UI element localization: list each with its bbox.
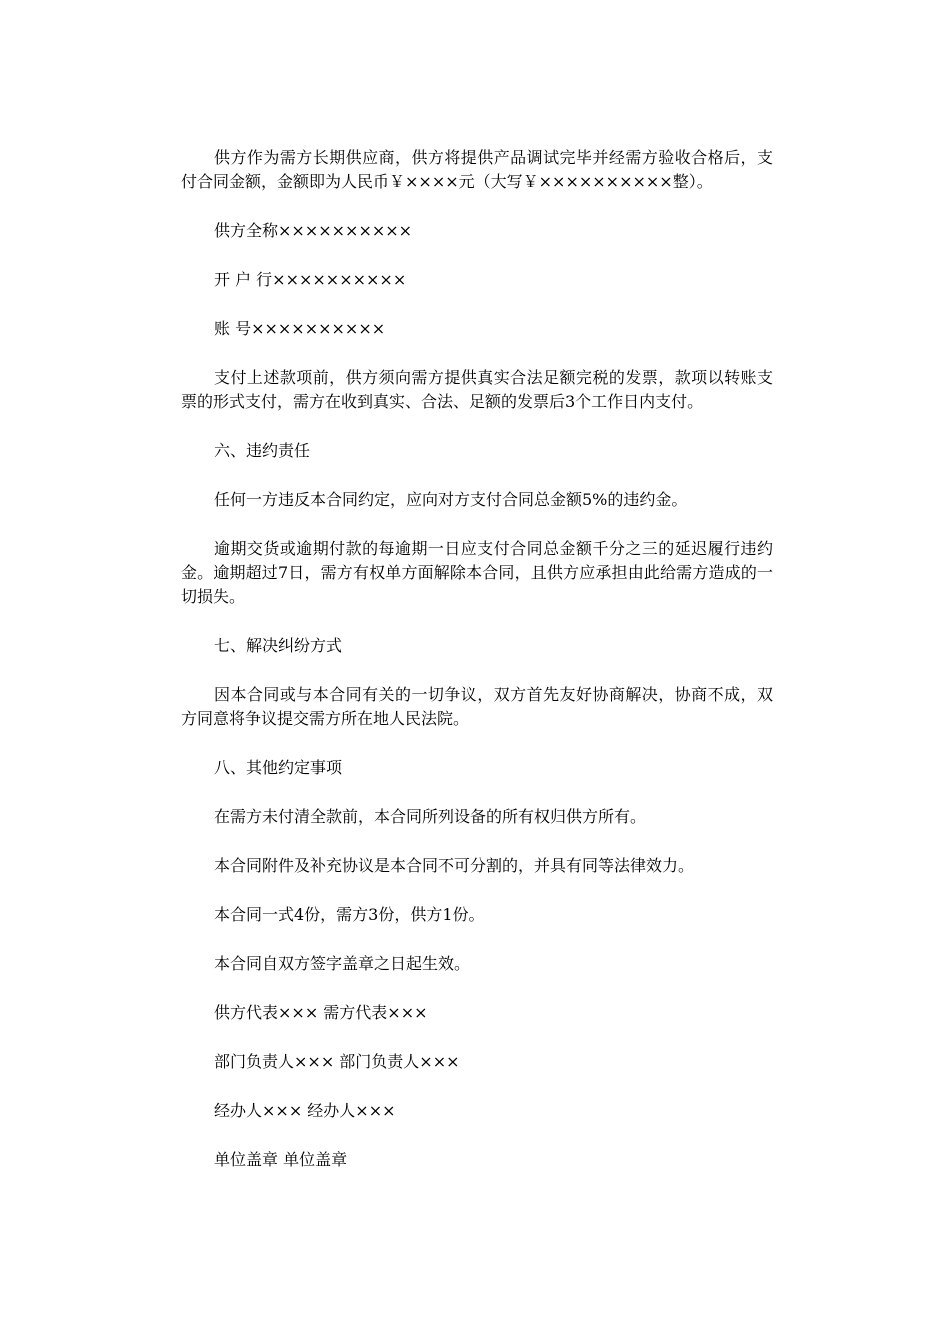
copies-paragraph: 本合同一式4份，需方3份，供方1份。 (214, 905, 485, 924)
effective-date-paragraph: 本合同自双方签字盖章之日起生效。 (214, 954, 471, 973)
section-heading-disputes: 七、解决纠纷方式 (214, 636, 343, 655)
handlers-line: 经办人××× 经办人××× (214, 1101, 396, 1120)
section-heading-other: 八、其他约定事项 (214, 758, 343, 777)
dispute-resolution-paragraph: 因本合同或与本合同有关的一切争议，双方首先友好协商解决，协商不成，双方同意将争议提交需方所在地人民法院。 (181, 685, 773, 728)
section-heading-breach: 六、违约责任 (214, 441, 311, 460)
invoice-payment-paragraph: 支付上述款项前，供方须向需方提供真实合法足额完税的发票，款项以转账支票的形式支付，需方在收到真实、合法、足额的发票后3个工作日内支付。 (181, 368, 773, 411)
supplier-name-line: 供方全称×××××××××× (214, 221, 413, 240)
account-number-line: 账 号×××××××××× (214, 319, 386, 338)
representatives-line: 供方代表××× 需方代表××× (214, 1003, 428, 1022)
annex-paragraph: 本合同附件及补充协议是本合同不可分割的，并具有同等法律效力。 (214, 856, 695, 875)
bank-line: 开 户 行×××××××××× (214, 270, 407, 289)
ownership-paragraph: 在需方未付清全款前，本合同所列设备的所有权归供方所有。 (214, 807, 647, 826)
payment-terms-paragraph: 供方作为需方长期供应商，供方将提供产品调试完毕并经需方验收合格后，支付合同金额，金额即为人民币￥××××元（大写￥××××××××××整）。 (181, 148, 773, 191)
seal-line: 单位盖章 单位盖章 (214, 1150, 348, 1169)
late-penalty-paragraph: 逾期交货或逾期付款的每逾期一日应支付合同总金额千分之三的延迟履行违约金。逾期超过7日，需方有权单方面解除本合同，且供方应承担由此给需方造成的一切损失。 (181, 539, 773, 606)
breach-penalty-paragraph: 任何一方违反本合同约定，应向对方支付合同总金额5%的违约金。 (214, 490, 688, 509)
contract-page (181, 146, 773, 1197)
department-heads-line: 部门负责人××× 部门负责人××× (214, 1052, 460, 1071)
